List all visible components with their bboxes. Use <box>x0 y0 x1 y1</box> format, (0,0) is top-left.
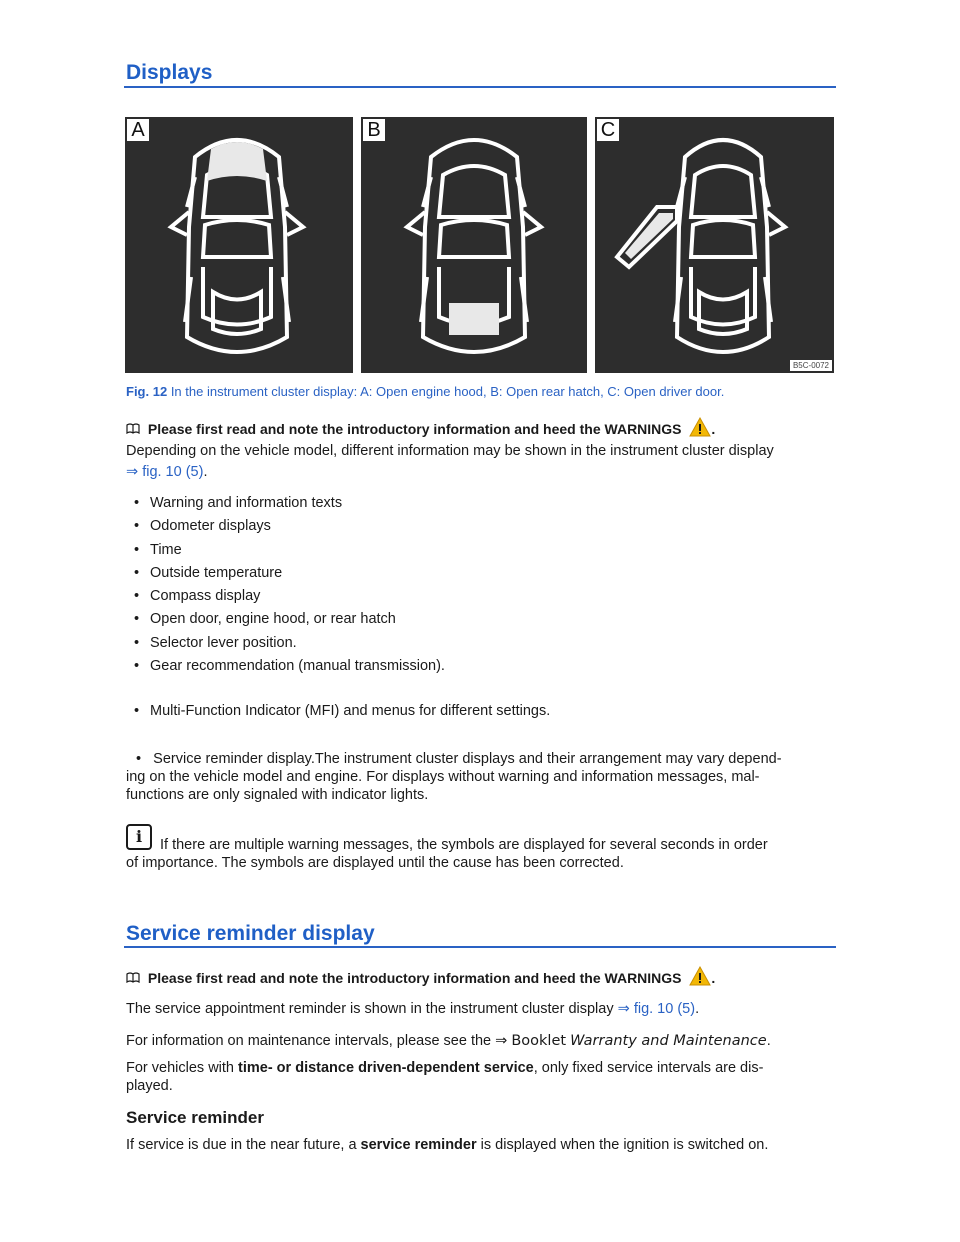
list-item-mfi: • Multi-Function Indicator (MFI) and menus for different settings. <box>136 703 550 719</box>
service-bullet-line2: ing on the vehicle model and engine. For displays without warning and information messages, mal- <box>126 769 760 785</box>
intro-end: . <box>203 464 208 480</box>
figure-ref-link[interactable]: fig. 10 (5) <box>142 464 204 480</box>
info-line1: If there are multiple warning messages, the symbols are displayed for several seconds in order <box>160 837 768 853</box>
service-p2-end: . <box>766 1033 771 1049</box>
warning-triangle-icon <box>689 966 711 989</box>
info-note <box>126 836 838 872</box>
section-rule <box>124 946 836 948</box>
intro-paragraph <box>126 441 838 483</box>
figure-caption-text: In the instrument cluster display: A: Open engine hood, B: Open rear hatch, C: Open driver door. <box>170 384 725 399</box>
service-reminder-paragraph <box>126 1135 838 1156</box>
list-item: • Odometer displays <box>136 517 445 540</box>
arrow-right-icon: ⇒ <box>126 464 139 480</box>
panel-label-c: C <box>597 119 619 141</box>
car-outline-door-open <box>595 117 834 373</box>
service-bullet-paragraph <box>126 750 838 804</box>
figure-ref-link[interactable]: fig. 10 (5) <box>633 1001 696 1017</box>
info-icon: i <box>126 824 152 850</box>
figure-panel-b <box>361 117 587 373</box>
car-outline-hatch-open <box>361 117 587 373</box>
service-p2-text: For information on maintenance intervals, please see the <box>126 1033 492 1049</box>
booklet-title: Warranty and Maintenance <box>570 1033 767 1049</box>
service-p3-text: For vehicles with <box>126 1060 234 1076</box>
warning-triangle-icon <box>689 417 711 440</box>
book-icon <box>126 970 144 986</box>
list-item: • Time <box>136 541 445 564</box>
service-bullet-line3: functions are only signaled with indicator lights. <box>126 787 429 803</box>
section-title-displays: Displays <box>126 61 213 84</box>
warning-note-end: . <box>711 970 716 986</box>
panel-label-b: B <box>363 119 385 141</box>
list-item: • Compass display <box>136 587 445 610</box>
figure-panel-a <box>125 117 353 373</box>
subheading-service-reminder: Service reminder <box>126 1108 264 1127</box>
service-reminder-bold: service reminder <box>360 1137 477 1153</box>
list-item: • Warning and information texts <box>136 494 445 517</box>
warning-note-end: . <box>711 421 716 437</box>
list-item: • Gear recommendation (manual transmission). <box>136 657 445 680</box>
arrow-right-icon: ⇒ <box>617 1001 630 1017</box>
service-p3-rest: , only fixed service intervals are dis- <box>533 1060 764 1076</box>
list-item: • Outside temperature <box>136 564 445 587</box>
warning-note-text: Please first read and note the introductory information and heed the WARNINGS <box>147 421 682 437</box>
warning-note-text: Please first read and note the introductory information and heed the WARNINGS <box>147 970 682 986</box>
warning-note <box>126 417 715 440</box>
booklet-label: Booklet <box>511 1033 567 1049</box>
bullet-glyph: • <box>136 751 154 767</box>
section-rule <box>124 86 836 88</box>
service-paragraph-1 <box>126 999 838 1020</box>
figure-code: B5C-0072 <box>790 360 832 371</box>
service-bullet-line1: Service reminder display.The instrument cluster displays and their arrangement may vary depend- <box>153 751 782 767</box>
list-item: • Selector lever position. <box>136 634 445 657</box>
service-p3-bold: time- or distance driven-dependent service <box>238 1060 534 1076</box>
service-paragraph-3 <box>126 1059 838 1095</box>
service-p1-end: . <box>695 1001 700 1017</box>
intro-text: Depending on the vehicle model, different information may be shown in the instrument cluster display <box>126 443 774 459</box>
service-p1-text: The service appointment reminder is shown in the instrument cluster display <box>126 1001 614 1017</box>
figure-door-status <box>125 117 834 373</box>
book-icon <box>126 421 144 437</box>
info-line2: of importance. The symbols are displayed until the cause has been corrected. <box>126 855 624 871</box>
section-title-service-reminder: Service reminder display <box>126 922 375 945</box>
service-reminder-text2: is displayed when the ignition is switched on. <box>480 1137 769 1153</box>
figure-panel-c <box>595 117 834 373</box>
display-info-list <box>136 494 445 680</box>
list-item: • Open door, engine hood, or rear hatch <box>136 610 445 633</box>
figure-number: Fig. 12 <box>126 384 168 399</box>
service-reminder-text1: If service is due in the near future, a <box>126 1137 357 1153</box>
figure-caption <box>126 384 724 399</box>
arrow-right-icon: ⇒ <box>495 1033 508 1049</box>
warning-note <box>126 966 715 989</box>
service-paragraph-2 <box>126 1031 838 1052</box>
service-p3-line2: played. <box>126 1078 173 1094</box>
panel-label-a: A <box>127 119 149 141</box>
car-outline-hood-open <box>125 117 353 373</box>
